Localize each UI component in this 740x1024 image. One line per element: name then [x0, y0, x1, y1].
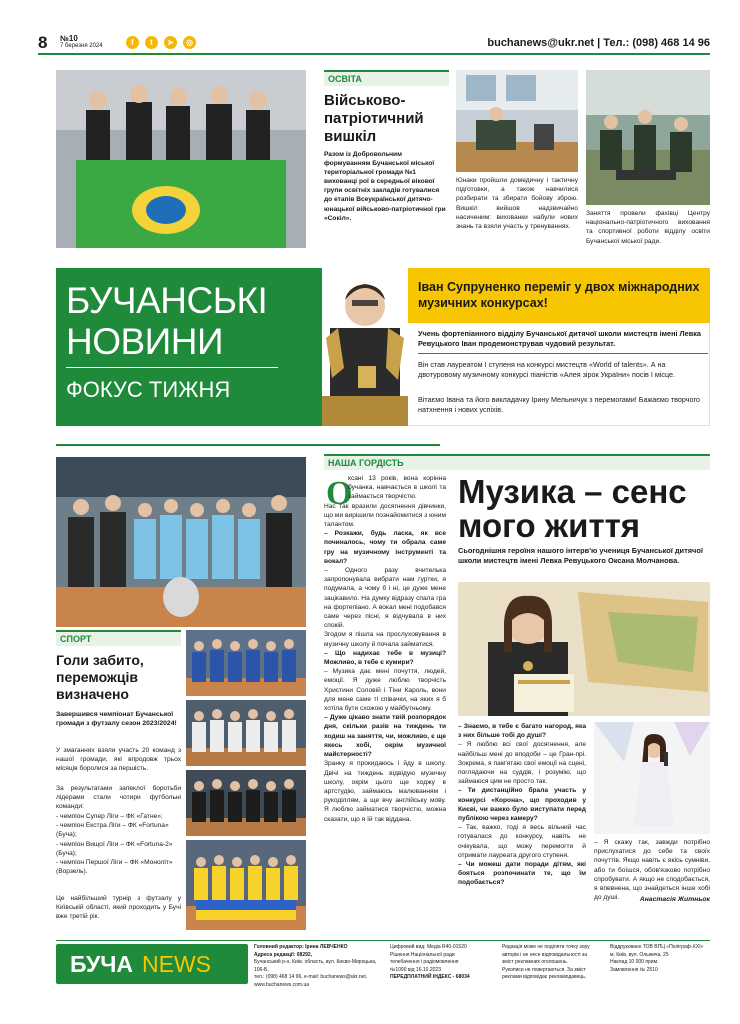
footer-logo-a: БУЧА: [70, 951, 134, 977]
team-photo-1: [186, 630, 306, 696]
footer-address-label: Адреса редакції: 08292,: [254, 951, 313, 958]
ivan-trophies-photo: [322, 268, 408, 426]
footer-reg: №1090 від 16.10.2023: [390, 966, 441, 973]
team-photo-2: [186, 700, 306, 766]
footer-logo-b: NEWS: [142, 951, 211, 977]
sport-top-rule: [56, 444, 440, 446]
footer-disclaimer: реклами відповідає рекламодавець.: [502, 974, 587, 980]
futsal-team-photo: [56, 457, 306, 627]
footer-col1: [254, 944, 384, 989]
footer-disclaimer: авторів і не несе відповідальності за: [502, 951, 587, 958]
instagram-icon[interactable]: ◎: [183, 36, 196, 49]
footer-disclaimer: зміст рекламних оголошень.: [502, 959, 568, 965]
team-photo-3: [186, 770, 306, 836]
footer-col3: [502, 944, 604, 982]
header-contacts: buchanews@ukr.net | Тел.: (098) 468 14 96: [487, 37, 710, 49]
footer-print: Віддруковано ТОВ ВПЦ «Поліграф-ХХІ»: [610, 944, 704, 950]
banner-brand-line1: БУЧАНСЬКІ: [66, 280, 268, 321]
music-col1-p: Нас так вразили досягнення дівчинки, що ми вирішили познайомитися з юним талантом.: [324, 502, 446, 529]
section-osvita: ОСВІТА: [324, 70, 449, 86]
osvita-title: Військово-патріотичний вишкіл: [324, 92, 424, 145]
footer-index: ПЕРЕДПЛАТНИЙ ІНДЕКС - 68034: [390, 974, 470, 980]
music-col1-p: – Музика дає мені почуття, людей, емоції. Я дуже люблю творчість Христини Соловій і Тіни Кароль, вони для мене саме ті співачки, на яких я б хотіла бути схожою у майбутньому.: [324, 668, 446, 713]
footer-reg: телебачення і радіомовлення: [390, 959, 459, 965]
training-gym-photo: [456, 70, 578, 172]
osvita-lead: Разом із Добровольчим формуванням Бучанської міської територіальної громади №1 вихованці рої в середньої вікової групи освітніх закладів готувалися до етапів Всеукраїнської дитячо-юнацької військово-патріотичної гри «Сокіл».: [324, 151, 446, 222]
music-col3: – Я скажу так, завжди потрібно прислухатися до себе та своїх почуттів. Якщо навіть є якісь сумніви, або ти боїшся, обов'язково потрібно спробувати. А якщо не сподобається, я впевнена, що знайдеться інше хобі до душі.: [594, 839, 710, 902]
music-col2-p: – Я люблю всі свої досягнення, але найбільш мені до вподоби – це Гран-прі. Зокрема, я пам'ятаю свої емоції на сцені, поглядаючи на суддів, і розумію, що займаюся цим не просто так.: [458, 741, 586, 786]
music-col2-p: – Так, важко, тоді я весь вільний час готувалася до конкурсу, навіть не очікувала, що можу перемогти й отримати лауреата другого ступеня.: [458, 824, 586, 859]
music-col2: [458, 722, 586, 888]
footer-disclaimer: Редакція може не поділяти точку зору: [502, 944, 590, 950]
footer-reg: Цифровий вид: Медіа R40-01520: [390, 944, 467, 950]
champion-item: - чемпіон Екстра Ліги – ФК «Fortuna» (Буча);: [56, 822, 169, 839]
osvita-caption-middle: Юнаки пройшли домедичну і тактичну підготовки, а також навчилися розбирати та збирати бойову зброю. Вишкіл вийшов надзвичайно насиченим: вихованки набули нових знань та взяли участь у тренуваннях.: [456, 177, 578, 231]
footer-website[interactable]: www.buchanews.com.ua: [254, 981, 310, 988]
music-author: Анастасія Житньок: [639, 896, 710, 903]
sport-title: Голи забито, переможців визначено: [56, 652, 144, 702]
music-title-line1: Музика – сенс: [458, 473, 687, 510]
issue-number: №10: [60, 34, 78, 43]
footer-reg: Рішення Національної ради: [390, 951, 455, 958]
music-col1-p: ксані 13 років, вона корінна бучанка, навчається в школі та займається творчістю.: [348, 475, 446, 501]
oksana-singing-photo: [594, 722, 710, 834]
banner-divider: [418, 353, 708, 354]
music-col2-question: – Знаємо, в тебе є багато нагород, яка з них більше тобі до душі?: [458, 723, 586, 740]
music-col1: [324, 474, 446, 824]
music-col2-question: – Ти дистанційно брала участь у конкурсі «Корона», що проходив у Києві, чи важко було виступати перед публікою через камеру?: [458, 787, 586, 823]
music-col1-question: – Дуже цікаво знати твій розпорядок дня, скільки разів на тиждень ти ходиш на заняття, чи, можливо, є ще якесь хобі, окрім музичної майстерності?: [324, 714, 446, 759]
champion-item: - чемпіон Супер Ліги – ФК «Гатне»;: [56, 813, 163, 820]
footer-phone: тел.: (098) 468 14 96, e-mail: buchanews@ukr.net,: [254, 974, 368, 980]
banner-brand-rule: [66, 367, 278, 368]
footer-editor: Головний редактор: Ірина ЛЕВЧЕНКО: [254, 944, 348, 950]
oksana-diploma-photo: [458, 582, 710, 716]
banner-headline: Іван Супруненко переміг у двох міжнародних музичних конкурсах!: [418, 280, 700, 310]
music-col1-question: – Що надихає тебе в музиці? Можливо, в тебе є кумири?: [324, 649, 446, 667]
banner-lead: Учень фортепіанного відділу Бучанської дитячої школи мистецтв імені Левка Ревуцького Іван продемонстрував чудовий результат.: [418, 329, 701, 349]
footer-rule: [56, 940, 710, 941]
music-col2-question: – Чи можеш дати поради дітям, які бояться розпочинати те, що їм подобається?: [458, 861, 586, 887]
facebook-icon[interactable]: f: [126, 36, 139, 49]
champion-item: - чемпіон Першої Ліги – ФК «Моноліт» (Ворзель).: [56, 859, 173, 876]
music-col1-p: Зранку я прокидаюсь і йду в школу. Двічі на тиждень відвідую музичну школу, окрім цього ще ходжу в артстудію, займаюсь малюванням і рукоділлям, а ще вчу англійську мову. Я люблю займатися творчістю, можна сказати, що я їй так віддана.: [324, 760, 446, 823]
twitter-icon[interactable]: t: [145, 36, 158, 49]
footer-print: м. Київ, вул. Ольжича, 25: [610, 951, 669, 958]
footer-print: Наклад 10 000 прим.: [610, 959, 659, 965]
sport-p2: За результатами запеклої боротьби лідерами стали чотири футбольні команди:: [56, 785, 181, 811]
music-drop-cap: О: [326, 475, 353, 512]
sport-lead: Завершився чемпіонат Бучанської громади з футзалу сезон 2023/2024!: [56, 711, 177, 728]
footer-col2: [390, 944, 494, 982]
footer-disclaimer: Рукописи не повертаються. За зміст: [502, 966, 586, 973]
music-lead: Сьогоднішня героїня нашого інтерв'ю учениця Бучанської дитячої школи мистецтв імені Левка Ревуцького Оксана Молчанова.: [458, 546, 703, 566]
sport-p3: Це найбільший турнір з футзалу у Київській області, який проходить у Бучі вже третій рік.: [56, 895, 181, 921]
section-music: НАША ГОРДІСТЬ: [324, 454, 710, 470]
section-sport: СПОРТ: [56, 630, 181, 646]
issue-date: 7 березня 2024: [60, 43, 103, 49]
cadets-flag-photo: [56, 70, 306, 248]
music-title-line2: мого життя: [458, 507, 641, 544]
page-number: 8: [38, 33, 48, 52]
osvita-caption-right: Заняття провели фахівці Центру національно-патріотичного виховання та спортивної роботи відділу освіти Бучанської міської ради.: [586, 210, 710, 245]
music-col1-question: – Розкажи, будь ласка, як все починалось, чому ти обрала саме гру на музичному інструменті та вокал?: [324, 530, 446, 565]
header-rule: [38, 53, 710, 55]
champion-item: - чемпіон Вищої Ліги – ФК «Fortuna-2» (Буча);: [56, 840, 173, 857]
sport-champions-list: [56, 812, 181, 876]
training-class-photo: [586, 70, 710, 205]
telegram-icon[interactable]: ➤: [164, 36, 177, 49]
banner-brand-line2: НОВИНИ: [66, 321, 224, 362]
music-col1-p: – Одного разу вчителька запропонувала вибрати нам гуртки, я подумала, а чому б і ні, це дуже мене зацікавило. На думку відразу спала гра на фортепіано. А вокал мені подобався саме через пісні, я відчувала в них спокій.: [324, 567, 446, 630]
footer-col4: [610, 944, 710, 974]
sport-p1: У змаганнях взяли участь 20 команд з нашої громади, які впродовж трьох місяців боролися за першість.: [56, 747, 181, 773]
footer-print: Замовлення № 2510: [610, 966, 658, 973]
music-col1-p: Згодом я пішла на прослуховування в музичну школу й почала займатися.: [324, 631, 446, 648]
banner-body2: Вітаємо Івана та його викладачку Ірину Мельничук з перемогами! Бажаємо творчого натхнення і нових успіхів.: [418, 395, 700, 415]
footer-address: Бучанський р-н, Київ. область, вул. Києво-Мироцька, 106-Б,: [254, 959, 377, 973]
banner-brand-sub: ФОКУС ТИЖНЯ: [66, 377, 231, 402]
banner-body1: Він став лауреатом І ступеня на конкурсі мистецтв «World of talents». А на двотуровому музичному конкурсі піаністів «Алея зірок України» посів І місце.: [418, 360, 676, 380]
team-photo-4: [186, 840, 306, 930]
